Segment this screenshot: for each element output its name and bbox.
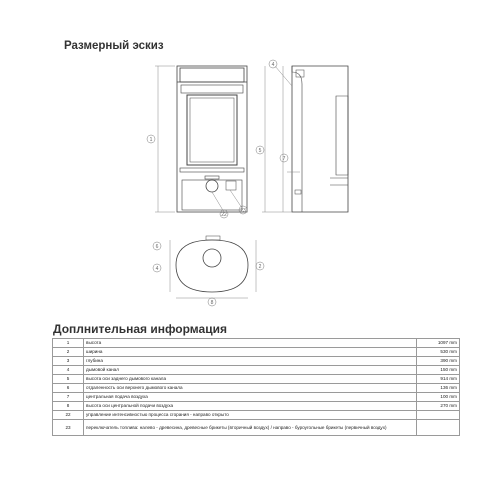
callout-2: 2 bbox=[258, 264, 262, 270]
spec-number: 1 bbox=[53, 339, 84, 348]
spec-number: 7 bbox=[53, 393, 84, 402]
spec-number: 22 bbox=[53, 411, 84, 420]
spec-label: дымовой канал bbox=[84, 366, 417, 375]
info-title: Доплнительная информация bbox=[53, 322, 227, 336]
spec-number: 8 bbox=[53, 402, 84, 411]
table-row bbox=[53, 411, 460, 420]
spec-label: глубина bbox=[84, 357, 417, 366]
spec-value bbox=[417, 420, 460, 436]
callout-8: 8 bbox=[210, 300, 214, 306]
table-row bbox=[53, 366, 460, 375]
spec-label: высота оси заднего дымового канала bbox=[84, 375, 417, 384]
spec-label: ширина bbox=[84, 348, 417, 357]
callout-5: 5 bbox=[258, 148, 262, 154]
callout-side-4: 4 bbox=[271, 62, 275, 68]
stove-front-view bbox=[177, 66, 247, 212]
spec-label: высота bbox=[84, 339, 417, 348]
spec-value: 914 mm bbox=[417, 375, 460, 384]
spec-label: центральная подача воздуха bbox=[84, 393, 417, 402]
spec-value: 136 mm bbox=[417, 384, 460, 393]
callout-7: 7 bbox=[282, 156, 286, 162]
spec-number: 3 bbox=[53, 357, 84, 366]
spec-label: отдаленность оси верхнего дымового канала bbox=[84, 384, 417, 393]
sketch-title: Размерный эскиз bbox=[64, 40, 164, 52]
spec-value: 270 mm bbox=[417, 402, 460, 411]
callout-22: 22 bbox=[221, 212, 227, 218]
table-row bbox=[53, 339, 460, 348]
spec-value: 530 mm bbox=[417, 348, 460, 357]
table-row bbox=[53, 348, 460, 357]
spec-value: 150 mm bbox=[417, 366, 460, 375]
table-row bbox=[53, 402, 460, 411]
callout-6: 6 bbox=[155, 244, 159, 250]
table-row bbox=[53, 384, 460, 393]
stove-side-view bbox=[292, 66, 348, 212]
spec-number: 23 bbox=[53, 420, 84, 436]
spec-number: 6 bbox=[53, 384, 84, 393]
specs-table bbox=[52, 338, 460, 436]
spec-number: 2 bbox=[53, 348, 84, 357]
table-row bbox=[53, 420, 460, 436]
spec-label: высота оси центральной подачи воздуха bbox=[84, 402, 417, 411]
callout-1: 1 bbox=[149, 137, 153, 143]
callout-23: 23 bbox=[240, 208, 246, 214]
spec-value: 100 mm bbox=[417, 393, 460, 402]
spec-value: 1097 mm bbox=[417, 339, 460, 348]
spec-label: переключатель топлива: налево - древесина, древесные брикеты (вторичный воздух) / направо - буроугольные брикеты (первичный воздух) bbox=[84, 420, 417, 436]
spec-value bbox=[417, 411, 460, 420]
spec-value: 390 mm bbox=[417, 357, 460, 366]
table-row bbox=[53, 375, 460, 384]
stove-top-view bbox=[176, 236, 248, 292]
spec-number: 5 bbox=[53, 375, 84, 384]
spec-label: управление интенсивностью процесса сгорания - направо открыто bbox=[84, 411, 417, 420]
table-row bbox=[53, 393, 460, 402]
table-row bbox=[53, 357, 460, 366]
spec-number: 4 bbox=[53, 366, 84, 375]
callout-top-4: 4 bbox=[155, 266, 159, 272]
